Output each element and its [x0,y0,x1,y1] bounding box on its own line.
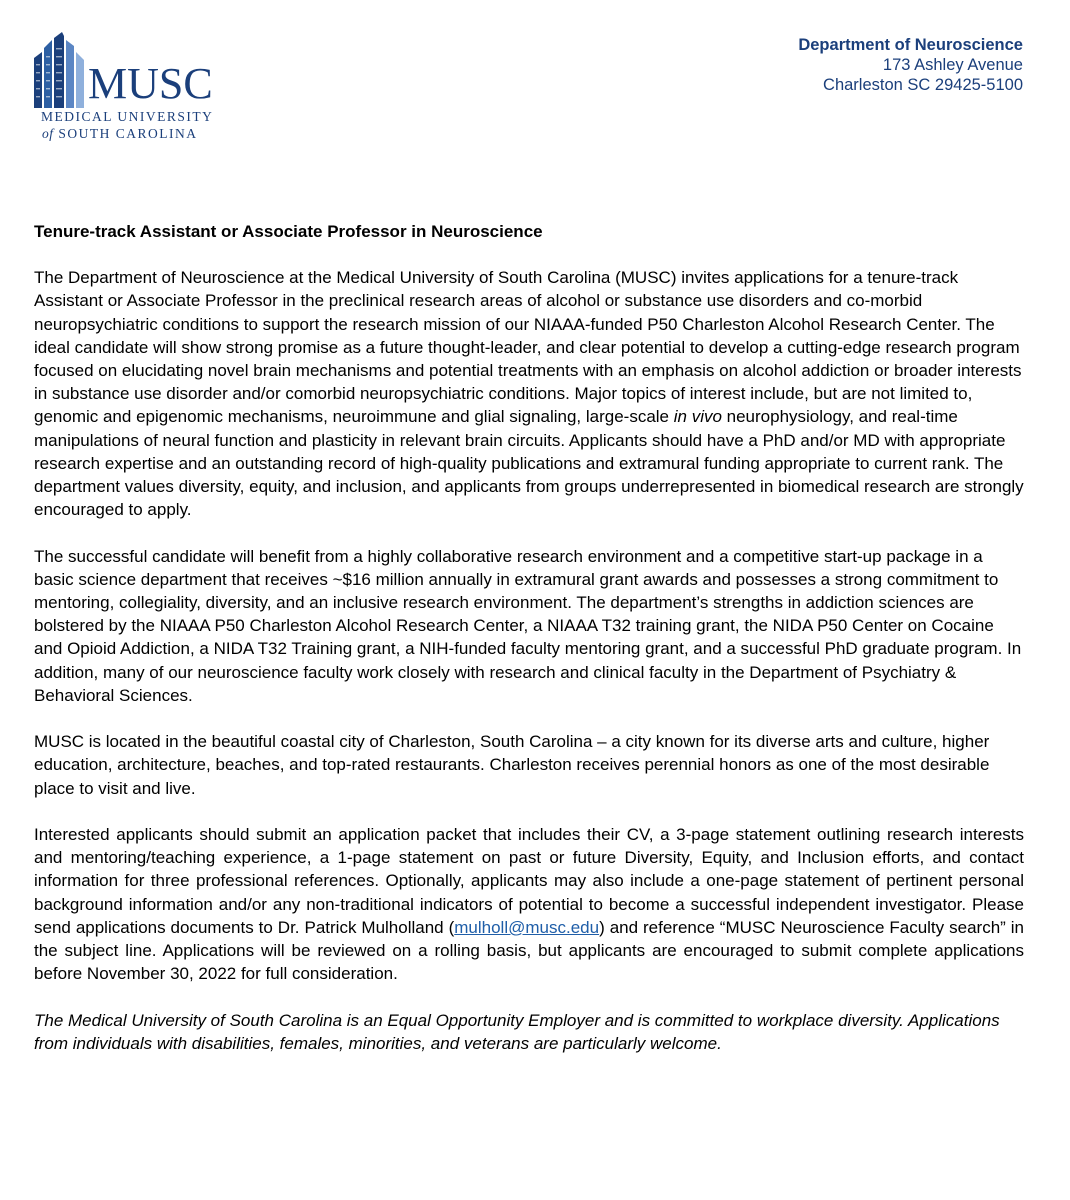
paragraph-eeo-statement: The Medical University of South Carolina is an Equal Opportunity Employer and is committed to workplace diversity. Applications from individuals with disabilities, females, minorities, and veterans are particularly welcome. [34,1010,1000,1053]
overview-italic: in vivo [673,407,722,427]
application-text-2: ) and reference “MUSC Neuroscience Faculty search” in the subject line. Applications will be reviewed on a rolling basis, but applicants are encouraged to submit complete applications before November 30, 2022 for full consideration. [34,917,1024,984]
musc-building-icon [30,30,90,110]
logo-wordmark: MUSC [88,59,213,108]
overview-text-2: neurophysiology, and real-time manipulations of neural function and plasticity in relevant brain circuits. Applicants should have a PhD and/or MD with appropriate research expertise and an outstanding record of high-quality publications and extramural funding appropriate to current rank. The department values diversity, equity, and inclusion, and applicants from groups underrepresented in biomedical research are strongly encouraged to apply. [34,407,1024,520]
paragraph-application [34,823,1024,985]
logo-of: of [42,126,54,141]
city-state-zip: Charleston SC 29425-5100 [823,76,1023,94]
street-address: 173 Ashley Avenue [882,56,1023,74]
contact-email-link[interactable]: mulholl@musc.edu [454,917,600,937]
logo-line-south-carolina [42,126,198,142]
page-title: Tenure-track Assistant or Associate Professor in Neuroscience [34,222,543,241]
logo-south-carolina: SOUTH CAROLINA [58,126,198,141]
department-name: Department of Neuroscience [798,36,1023,54]
overview-text-1: The Department of Neuroscience at the Medical University of South Carolina (MUSC) invites applications for a tenure-track Assistant or Associate Professor in the preclinical research areas of alcohol or substance use disorders and co-morbid neuropsychiatric conditions to support the research mission of our NIAAA-funded P50 Charleston Alcohol Research Center. The ideal candidate will show strong promise as a future thought-leader, and clear potential to develop a cutting-edge research program focused on elucidating novel brain mechanisms and potential treatments with an emphasis on alcohol addiction or broader interests in substance use disorder and/or comorbid neuropsychiatric conditions. Major topics of interest include, but are not limited to, genomic and epigenomic mechanisms, neuroimmune and glial signaling, large-scale [34,268,1022,427]
job-posting [34,220,1024,1078]
musc-logo [30,30,230,145]
department-address [798,35,1023,95]
logo-line-medical-university: MEDICAL UNIVERSITY [41,109,214,124]
paragraph-overview [34,266,1024,521]
application-text-1: Interested applicants should submit an application packet that includes their CV, a 3-page statement outlining research interests and mentoring/teaching experience, a 1-page statement on past or future Diversity, Equity, and Inclusion efforts, and contact information for three professional references. Optionally, applicants may also include a one-page statement of pertinent personal background information and/or any non-traditional indicators of potential to become a successful independent investigator. Please send applications documents to Dr. Patrick Mulholland ( [34,825,1024,937]
paragraph-location: MUSC is located in the beautiful coastal city of Charleston, South Carolina – a city known for its diverse arts and culture, higher education, architecture, beaches, and top-rated restaurants. Charleston receives perennial honors as one of the most desirable place to visit and live. [34,732,990,798]
paragraph-environment: The successful candidate will benefit from a highly collaborative research environment and a competitive start-up package in a basic science department that receives ~$16 million annually in extramural grant awards and possesses a strong commitment to mentoring, collegiality, diversity, and an inclusive research environment. The department’s strengths in addiction sciences are bolstered by the NIAAA P50 Charleston Alcohol Research Center, a NIAAA T32 training grant, the NIDA P50 Center on Cocaine and Opioid Addiction, a NIDA T32 Training grant, a NIH-funded faculty mentoring grant, and a successful PhD graduate program. In addition, many of our neuroscience faculty work closely with research and clinical faculty in the Department of Psychiatry & Behavioral Sciences. [34,546,1022,705]
